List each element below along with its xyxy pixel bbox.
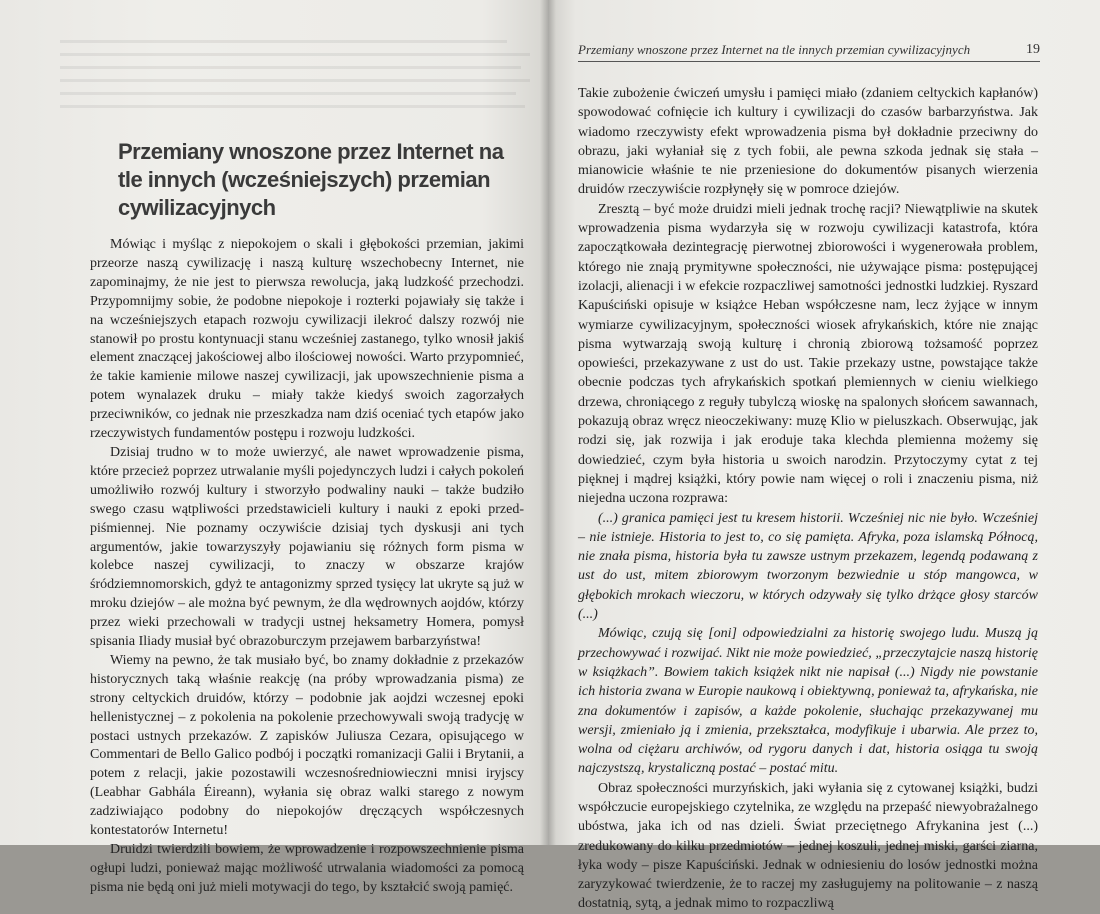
paragraph: Zresztą – być może druidzi mieli jednak trochę racji? Niewątpliwie na skutek wprowadzenia pisma wydarzyła się w rozwoju cywilizacji katastrofa, która zapoczątkowała dezintegrację pierwotnej zbiorowości i wygenerowała problem, którego nie znają prymitywne społeczności, nie używające pisma: postępującej izolacji, alienacji i w efekcie rozpaczliwej samotności jednostki ludzkiej. Ryszard Kapuściński opisuje w książce Heban współczesne nam, lecz żyjące w innym wymiarze cywilizacyjnym, społeczności wiosek afrykańskich, które nie znając pisma wytwarzają swoją kulturę i chronią zbiorową tożsamość poprzez opowieści, przekazywane z ust do ust. Takie przekazy ustne, powstające także obecnie podczas tych afrykańskich spotkań plemiennych w cieniu wielkiego drzewa, chroniącego z reguły tubylczą wioskę na spalonych słońcem sawannach, pokazują obraz wręcz nieoczekiwany: muzę Klio w pieluszkach. Obserwując, jak rodzi się, jak rozwija i jak eroduje taka klechda plemienna możemy się dowiedzieć, czym była historia u swoich narodzin. Przytoczymy cytat z tej pięknej i mądrej książki, który powie nam więcej o roli i znaczeniu pisma, niż niejedna uczona rozprawa: [578,201,1038,507]
paragraph: Wiemy na pewno, że tak musiało być, bo znamy dokładnie z przekazów historycznych taką właśnie reakcję (na próby wprowadzania pisma) ze strony celtyckich druidów, którzy – podobnie jak aojdzi wczesnej epoki hellenistycznej – z pokolenia na pokolenie przechowywali swoją tradycję w postaci ustnych przekazów. Z zapisków Juliusza Cezara, opisującego w Commentari de Bello Galico podbój i początki romanizacji Galii i Brytanii, a potem z relacji, jakie pozostawili wczesnośredniowieczni mnisi iryjscy (Leabhar Gabhála Éireann), wyłania się obraz walki starego z nowym zadziwiająco podobny do niepokojów dręczących współczesnych kontestatorów Internetu! [90,652,524,839]
chapter-heading: Przemiany wnoszone przez Internet na tle innych (wcześniejszych) przemian cywilizacyjnych [118,139,504,220]
right-body-text [578,84,1038,914]
paragraph: Mówiąc i myśląc z niepokojem o skali i głębokości przemian, jakimi przeorze naszą cywilizację i naszą kulturę wszechobecny Internet, nie zapominajmy, że nie jest to pierwsza rewolucja, jaką ludzkość przechodzi. Przypomnijmy sobie, że podobne niepokoje i rozterki pojawiały się także i na wcześniejszych etapach rozwoju cywilizacji ilekroć dalszy rozwój nie stanowił po prostu kontynuacji stanu wcześniej zastanego, tylko wnosił jakiś element znaczącej jakościowej albo ilościowej nowości. Warto przypomnieć, że takie kamienie milowe naszej cywilizacji, jak upowszechnienie pisma a potem wynalazek druku – miały także kiedyś swoich zagorzałych przeciwników, co jednak nie przeszkadza nam dziś oceniać tych etapów jako rzeczywistych fundamentów postępu i rozwoju ludzkości. [90,237,524,442]
paragraph: Obraz społeczności murzyńskich, jaki wyłania się z cytowanej książki, budzi współczucie europejskiego czytelnika, ze względu na przepaść niewyobrażalnego ubóstwa, jaka ich od nas dzieli. Świat przeciętnego Afrykanina jest (...) zredukowany do kilku przedmiotów – jednej koszuli, jednej miski, garści ziarna, łyka wody – pisze Kapuściński. Jednak w odniesieniu do losów jednostki można zaryzykować twierdzenie, że to raczej my zasługujemy na politowanie – z naszą dostatnią, sytą, a jednak mimo to rozpaczliwą [578,780,1038,912]
block-quote: Mówiąc, czują się [oni] odpowiedzialni za historię swojego ludu. Muszą ją przechowywać i rozwijać. Nikt nie może powiedzieć, „przeczytajcie naszą historię w książkach”. Bowiem takich książek nikt nie napisał (...) Nigdy nie powstanie ich historia zwana w Europie naukową i obiektywną, ponieważ ta, afrykańska, nie zna dokumentów i zapisów, a każde pokolenie, słuchając przekazywanej mu wersji, zmieniało ją i zmienia, przekształca, modyfikuje i ubarwia. Ale przez to, wolna od ciężaru archiwów, od rygoru danych i dat, historia osiąga tu swoją najczystszą, krystaliczną postać – postać mitu. [578,626,1038,777]
paragraph: Dzisiaj trudno w to może uwierzyć, ale nawet wprowadzenie pisma, które przecież poprzez utrwalanie myśli pojedynczych ludzi i całych pokoleń umożliwiło rozwój kultury i stworzyło podwaliny nauki – także budziło swego czasu wątpliwości przedstawicieli kultury i nauki z epoki przed-piśmiennej. Nie poznamy oczywiście dzisiaj tych dyskusji ani tych argumentów, jakie towarzyszyły pojawianiu się różnych form pisma w kolebce naszej cywilizacji, to znaczy w obszarze krajów śródziemnomorskich, gdyż te antagonizmy sprzed tysięcy lat ukryte są już w mroku dziejów – ale można być pewnym, że dla wędrownych aojdów, którzy przez wieki przechowali w tradycji ustnej heksametry Homera, pomysł spisania Iliady musiał być obrazoburczym przejawem barbarzyństwa! [90,444,524,650]
left-body-text [90,236,524,898]
page-number: 19 [1026,42,1040,57]
paragraph: Takie zubożenie ćwiczeń umysłu i pamięci miało (zdaniem celtyckich kapłanów) spowodować cofnięcie ich kultury i cywilizacji do czasów barbarzyństwa. Jak wiadomo rzeczywisty efekt wprowadzenia pisma był dokładnie przeciwny do obrazu, jaki wyłaniał się z tych fobii, ale pewna szkoda jednak się stała – mianowicie właśnie te nie przeniesione do dokumentów pisanych wierzenia druidów rzeczywiście rozpłynęły się w pomroce dziejów. [578,86,1038,198]
block-quote: (...) granica pamięci jest tu kresem historii. Wcześniej nic nie było. Wcześniej – nie istnieje. Historia to jest to, co się pamięta. Afryka, poza islamską Północą, nie znała pisma, historia była tu zawsze ustnym przekazem, legendą podawaną z ust do ust, mitem zbiorowym tworzonym bezwiednie u stóp mangowca, w głębokich mrokach wieczoru, w których odzywały się tylko drżące głosy starców (...) [578,510,1038,623]
left-page [0,0,548,895]
running-header [578,42,1040,62]
running-head-title: Przemiany wnoszone przez Internet na tle innych przemian cywilizacyjnych [578,42,971,57]
paragraph: Druidzi twierdzili bowiem, że wprowadzenie i rozpowszechnienie pisma ogłupi ludzi, ponieważ mając możliwość utrwalania wiadomości za pomocą pisma nie będą oni już mieli motywacji do tego, by kształcić swoją pamięć. [90,842,524,895]
book-gutter [540,0,556,845]
